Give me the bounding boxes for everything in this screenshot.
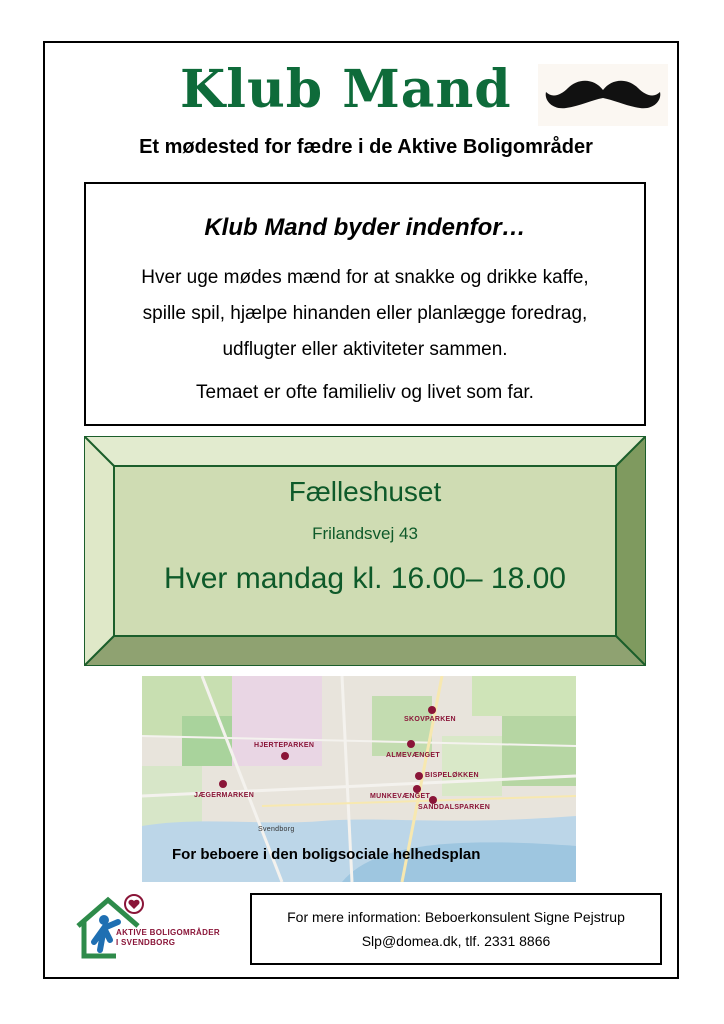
venue-address: Frilandsvej 43 — [312, 524, 418, 543]
intro-body-line: Hver uge mødes mænd for at snakke og drikke kaffe, — [141, 267, 589, 288]
area-map — [142, 676, 576, 882]
venue-name: Fælleshuset — [288, 476, 442, 507]
contact-box — [250, 893, 662, 965]
map-label-svendborg: Svendborg — [258, 826, 295, 833]
map-caption: For beboere i den boligsociale helhedsplan — [172, 846, 481, 863]
venue-box — [84, 436, 646, 666]
intro-body-line: udflugter eller aktiviteter sammen. — [222, 339, 508, 360]
map-label-jaegermarken: JÆGERMARKEN — [194, 792, 255, 799]
map-label-skovparken: SKOVPARKEN — [404, 716, 456, 723]
intro-heading: Klub Mand byder indenfor… — [204, 214, 526, 241]
map-label-bispelokken: BISPELØKKEN — [425, 772, 479, 779]
logo-text-line: I SVENDBORG — [116, 938, 176, 947]
venue-text — [114, 466, 616, 596]
aktive-boligomrader-logo — [74, 892, 234, 962]
map-label-sanddalsparken: SANDDALSPARKEN — [418, 804, 491, 811]
map-label-almevaenget: ALMEVÆNGET — [386, 752, 440, 759]
mustache-icon — [538, 64, 668, 126]
venue-time: Hver mandag kl. 16.00– 18.00 — [164, 562, 566, 595]
contact-info: For mere information: Beboerkonsulent Signe Pejstrup — [287, 909, 625, 925]
contact-email-phone: Slp@domea.dk, tlf. 2331 8866 — [361, 933, 551, 949]
page-title: Klub Mand — [180, 59, 512, 120]
intro-body — [110, 260, 620, 368]
house-heart-icon — [74, 892, 154, 962]
intro-theme: Temaet er ofte familieliv og livet som far. — [196, 382, 534, 403]
logo-text-line: AKTIVE BOLIGOMRÅDER — [116, 928, 220, 937]
subtitle: Et mødested for fædre i de Aktive Boligområder — [139, 136, 593, 158]
intro-box — [84, 182, 646, 426]
logo-text — [116, 928, 220, 948]
map-label-munkevaenget: MUNKEVÆNGET — [370, 793, 431, 800]
intro-body-line: spille spil, hjælpe hinanden eller planlægge foredrag, — [142, 303, 588, 324]
map-label-hjerteparken: HJERTEPARKEN — [254, 742, 315, 749]
